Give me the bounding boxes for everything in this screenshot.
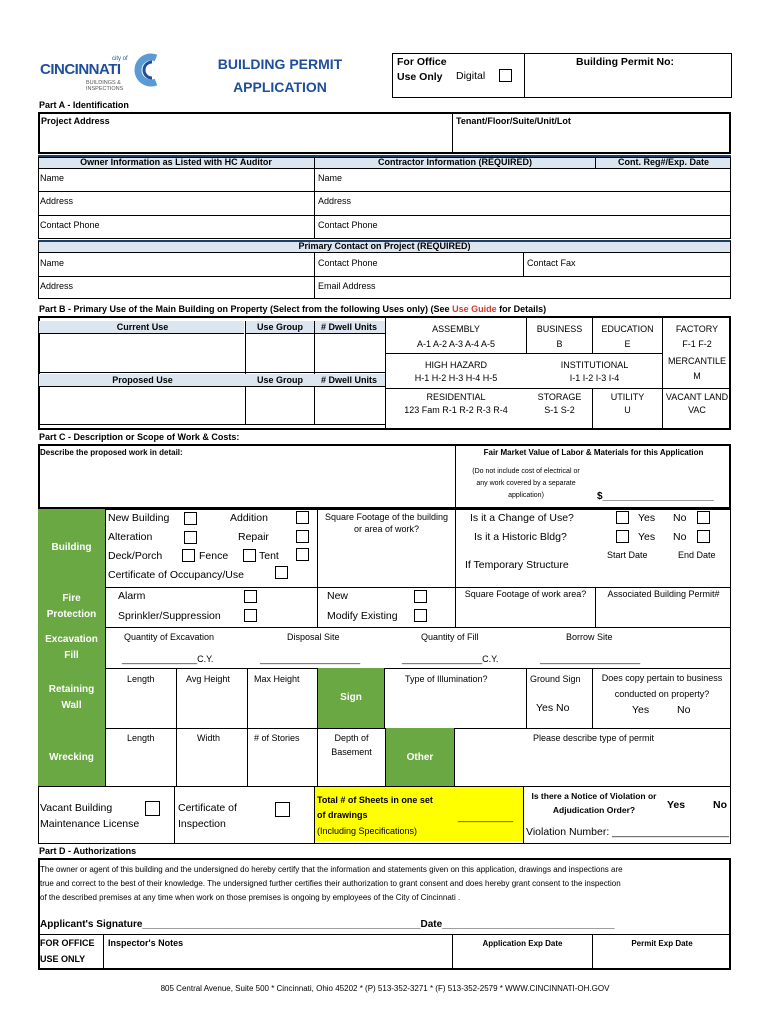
owner-address-label: Address — [40, 196, 74, 206]
describe-permit-label: Please describe type of permit — [532, 733, 655, 743]
excavation-cy-input[interactable]: _______________C.Y. — [122, 654, 214, 664]
footer-address: 805 Central Avenue, Suite 500 * Cincinnati, Ohio 45202 * (P) 513-352-3271 * (F) 513-352-2579 * WWW.CINCINNATI-OH.GOV — [160, 984, 610, 993]
end-date-label: End Date — [678, 550, 716, 560]
sheets-label: (Including Specifications) — [317, 826, 418, 836]
primary-email-label: Email Address — [318, 281, 376, 291]
sprinkler-label: Sprinkler/Suppression — [118, 610, 221, 622]
cert-inspection-checkbox[interactable] — [275, 802, 290, 817]
business-pertain-label: conducted on property? — [614, 689, 710, 699]
building-label: Building — [51, 542, 92, 553]
authorization-text: true and correct to the best of their knowledge. The undersigned further certifies their authorization to grant consent and does hereby grant consent to the inspection — [40, 879, 621, 888]
institutional-codes[interactable]: I-1 I-2 I-3 I-4 — [569, 373, 620, 383]
use-guide-link[interactable]: Use Guide — [452, 304, 497, 314]
disposal-label: Disposal Site — [287, 632, 340, 642]
fill-cy-input[interactable]: ________________C.Y. — [402, 654, 499, 664]
violation-label: Adjudication Order? — [552, 805, 636, 815]
assoc-permit-label: Associated Building Permit# — [607, 589, 720, 599]
retaining-label: Retaining — [48, 684, 95, 695]
wreck-length-label: Length — [127, 733, 155, 743]
modify-label: Modify Existing — [327, 610, 398, 622]
assembly-label: ASSEMBLY — [432, 324, 480, 334]
fmv-label: Fair Market Value of Labor & Materials for this Application — [483, 448, 704, 457]
business-label: BUSINESS — [536, 324, 583, 334]
fmv-note: application) — [508, 492, 544, 499]
current-dwell-header: # Dwell Units — [320, 322, 377, 332]
qty-excavation-label: Quantity of Excavation — [124, 632, 215, 642]
primary-address-label: Address — [40, 281, 74, 291]
illumination-label: Type of Illumination? — [405, 674, 488, 684]
proposed-dwell-input[interactable] — [315, 388, 384, 424]
institutional-label: INSTITUTIONAL — [560, 360, 629, 370]
cert-occupancy-label: Certificate of Occupancy/Use — [108, 569, 244, 581]
yes-label: Yes — [638, 512, 656, 524]
high-hazard-label: HIGH HAZARD — [424, 360, 487, 370]
cert-occupancy-checkbox[interactable] — [275, 566, 288, 579]
business-pertain-no[interactable]: No — [677, 704, 691, 716]
repair-label: Repair — [238, 531, 269, 543]
permit-exp-label: Permit Exp Date — [631, 939, 693, 948]
mercantile-label: MERCANTILE — [667, 356, 726, 366]
logo-sub-text: INSPECTIONS — [86, 86, 124, 92]
violation-no[interactable]: No — [713, 799, 727, 811]
new-checkbox[interactable] — [414, 590, 427, 603]
business-pertain-yes[interactable]: Yes — [632, 704, 650, 716]
max-height-label: Max Height — [254, 674, 300, 684]
ground-sign-yes-no[interactable]: Yes No — [536, 702, 570, 714]
proposed-use-input[interactable] — [40, 388, 244, 424]
primary-fax-label: Contact Fax — [527, 258, 576, 268]
depth-label: Depth of — [334, 733, 369, 743]
utility-code[interactable]: U — [624, 405, 631, 415]
vacant-code[interactable]: VAC — [688, 405, 706, 415]
change-of-use-no-checkbox[interactable] — [697, 511, 710, 524]
cert-inspection-label: Certificate of — [178, 802, 237, 814]
change-of-use-label: Is it a Change of Use? — [470, 512, 574, 524]
reg-header: Cont. Reg#/Exp. Date — [617, 157, 709, 167]
vacant-label: Vacant Building — [40, 802, 113, 814]
proposed-use-group-header: Use Group — [256, 375, 303, 385]
sprinkler-checkbox[interactable] — [244, 609, 257, 622]
ground-sign-label: Ground Sign — [530, 674, 581, 684]
authorization-text: The owner or agent of this building and the undersigned do hereby certify that the information and statements given on this application, drawings and inspections are — [40, 865, 623, 874]
digital-checkbox[interactable] — [499, 69, 512, 82]
business-pertain-label: Does copy pertain to business — [601, 673, 723, 683]
violation-yes[interactable]: Yes — [667, 799, 686, 811]
permit-no-label: Building Permit No: — [576, 56, 674, 68]
no-label: No — [673, 531, 687, 543]
app-exp-label: Application Exp Date — [482, 939, 563, 948]
form-title: APPLICATION — [233, 79, 327, 95]
logo-small-text: city of — [112, 56, 128, 62]
sqft-work-label: Square Footage of work area? — [464, 589, 587, 599]
business-code[interactable]: B — [556, 339, 563, 349]
yes-label: Yes — [638, 531, 656, 543]
education-code[interactable]: E — [624, 339, 631, 349]
factory-label: FACTORY — [675, 324, 719, 334]
sheets-input[interactable]: ___________ — [458, 812, 514, 822]
office-use-label: FOR OFFICE — [40, 938, 95, 948]
owner-phone-label: Contact Phone — [40, 220, 100, 230]
borrow-input[interactable]: ____________________ — [540, 654, 641, 664]
avg-height-label: Avg Height — [186, 674, 230, 684]
qty-fill-label: Quantity of Fill — [421, 632, 479, 642]
modify-checkbox[interactable] — [414, 609, 427, 622]
city-logo — [38, 52, 163, 97]
part-b-heading: Part B - Primary Use of the Main Building on Property (Select from the following Uses only) (See Use Guide for Details) — [39, 304, 547, 314]
deck-porch-label: Deck/Porch — [108, 550, 163, 562]
vacant-land-label: VACANT LAND — [665, 392, 729, 402]
wrecking-label: Wrecking — [49, 752, 94, 763]
assembly-codes[interactable]: A-1 A-2 A-3 A-4 A-5 — [416, 339, 496, 349]
education-label: EDUCATION — [601, 324, 654, 334]
borrow-label: Borrow Site — [566, 632, 613, 642]
factory-codes[interactable]: F-1 F-2 — [682, 339, 712, 349]
start-date-label: Start Date — [607, 550, 648, 560]
no-label: No — [673, 512, 687, 524]
fmv-amount-input[interactable]: $____________________ — [597, 491, 714, 502]
alteration-label: Alteration — [108, 531, 153, 543]
proposed-use-group-input[interactable] — [246, 388, 313, 424]
historic-no-checkbox[interactable] — [697, 530, 710, 543]
retaining-label: Wall — [61, 700, 82, 711]
current-use-input[interactable] — [40, 335, 244, 371]
deck-porch-checkbox[interactable] — [182, 549, 195, 562]
temp-structure-label: If Temporary Structure — [465, 559, 569, 571]
primary-name-label: Name — [40, 258, 65, 268]
primary-contact-header: Primary Contact on Project (REQUIRED) — [298, 241, 471, 251]
new-label: New — [327, 590, 349, 602]
wreck-width-label: Width — [197, 733, 221, 743]
storage-codes[interactable]: S-1 S-2 — [544, 405, 575, 415]
part-d-heading: Part D - Authorizations — [39, 846, 137, 856]
historic-yes-checkbox[interactable] — [616, 530, 629, 543]
new-building-checkbox[interactable] — [184, 512, 197, 525]
fire-label: Fire — [62, 593, 81, 604]
addition-label: Addition — [230, 512, 268, 524]
residential-label: RESIDENTIAL — [426, 392, 486, 402]
tenant-label: Tenant/Floor/Suite/Unit/Lot — [456, 116, 571, 126]
vacant-checkbox[interactable] — [145, 801, 160, 816]
residential-codes[interactable]: 123 Fam R-1 R-2 R-3 R-4 — [404, 405, 508, 415]
change-of-use-yes-checkbox[interactable] — [616, 511, 629, 524]
tenant-input[interactable] — [454, 128, 729, 152]
current-use-group-header: Use Group — [256, 322, 303, 332]
current-use-group-input[interactable] — [246, 335, 313, 371]
contractor-name-label: Name — [318, 173, 343, 183]
other-label: Other — [406, 752, 434, 763]
utility-label: UTILITY — [610, 392, 645, 402]
part-a-heading: Part A - Identification — [39, 100, 129, 110]
fence-checkbox[interactable] — [243, 549, 256, 562]
fence-label: Fence — [199, 550, 229, 562]
retaining-section-label — [38, 668, 105, 728]
sign-label: Sign — [340, 692, 362, 703]
fire-label: Protection — [46, 609, 97, 620]
signature-line[interactable]: Applicant's Signature__________________________________________________Date_______________________________ — [40, 919, 615, 930]
contractor-address-label: Address — [318, 196, 352, 206]
logo-sub-text: BUILDINGS & — [86, 80, 121, 86]
alteration-checkbox[interactable] — [184, 531, 197, 544]
cert-inspection-label: Inspection — [178, 818, 226, 830]
sheets-label: Total # of Sheets in one set — [317, 795, 433, 805]
part-c-heading: Part C - Description or Scope of Work & Costs: — [39, 432, 240, 442]
alarm-checkbox[interactable] — [244, 590, 257, 603]
authorization-text: of the described premises at any time when work on those premises is ongoing by employees of the City of Cincinnati . — [40, 893, 461, 902]
current-dwell-input[interactable] — [315, 335, 384, 371]
contractor-header: Contractor Information (REQUIRED) — [378, 157, 532, 167]
contractor-phone-label: Contact Phone — [318, 220, 378, 230]
logo-main-text: CINCINNATI — [40, 61, 121, 78]
sqft-building-label: Square Footage of the building — [324, 512, 449, 522]
proposed-use-header: Proposed Use — [112, 375, 173, 385]
historic-label: Is it a Historic Bldg? — [474, 531, 567, 543]
alarm-label: Alarm — [118, 590, 146, 602]
proposed-dwell-header: # Dwell Units — [320, 375, 377, 385]
new-building-label: New Building — [108, 512, 170, 524]
tent-label: Tent — [259, 550, 279, 562]
owner-name-label: Name — [40, 173, 65, 183]
fmv-note: (Do not include cost of electrical or — [472, 468, 580, 475]
violation-label: Is there a Notice of Violation or — [531, 791, 657, 801]
current-use-header: Current Use — [116, 322, 169, 332]
sqft-building-label: or area of work? — [353, 524, 420, 534]
office-label: Use Only — [397, 71, 443, 83]
mercantile-code[interactable]: M — [693, 371, 701, 381]
describe-input[interactable] — [40, 458, 452, 506]
depth-label: Basement — [331, 747, 372, 757]
project-address-label: Project Address — [41, 116, 110, 126]
storage-label: STORAGE — [537, 392, 582, 402]
length-label: Length — [127, 674, 155, 684]
vacant-label: Maintenance License — [40, 818, 140, 830]
office-label: For Office — [397, 56, 447, 68]
form-title: BUILDING PERMIT — [217, 56, 343, 72]
high-hazard-codes[interactable]: H-1 H-2 H-3 H-4 H-5 — [414, 373, 498, 383]
logo-c-icon — [130, 52, 162, 88]
tent-checkbox[interactable] — [296, 548, 309, 561]
fmv-note: any work covered by a separate — [476, 480, 576, 487]
digital-label: Digital — [456, 70, 486, 82]
owner-header: Owner Information as Listed with HC Auditor — [80, 157, 272, 167]
primary-phone-label: Contact Phone — [318, 258, 378, 268]
addition-checkbox[interactable] — [296, 511, 309, 524]
excavation-label: Excavation — [45, 634, 98, 645]
sheets-label: of drawings — [317, 810, 368, 820]
office-use-label: USE ONLY — [40, 954, 86, 964]
project-address-input[interactable] — [40, 128, 450, 152]
repair-checkbox[interactable] — [296, 530, 309, 543]
stories-label: # of Stories — [254, 733, 300, 743]
describe-label: Describe the proposed work in detail: — [40, 448, 183, 457]
violation-number-input[interactable]: Violation Number: ____________________ — [526, 826, 729, 838]
inspector-notes-label: Inspector's Notes — [108, 938, 184, 948]
disposal-input[interactable]: ____________________ — [260, 654, 361, 664]
excavation-label: Fill — [64, 650, 79, 661]
